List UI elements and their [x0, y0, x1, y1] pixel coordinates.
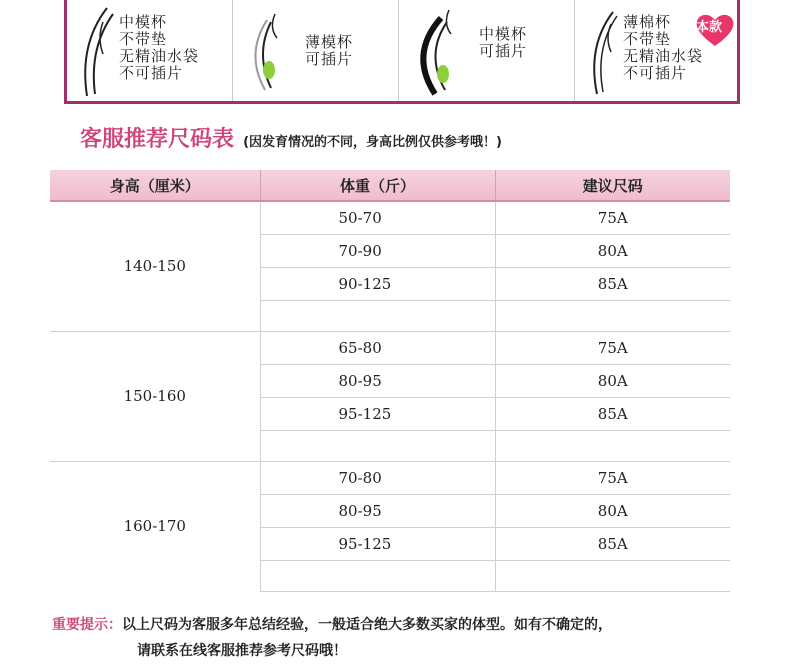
height-range: 140-150: [50, 201, 260, 331]
page-subtitle: (因发育情况的不同，身高比例仅供参考哦！): [243, 135, 502, 150]
weight-range: 70-80: [260, 461, 495, 494]
cup-type-medium-insert: [399, 0, 575, 101]
weight-range: 50-70: [260, 201, 495, 234]
weight-range: 70-90: [260, 234, 495, 267]
height-range: 160-170: [50, 461, 260, 591]
size-chart-heading: [80, 122, 502, 153]
cup-type-thin-insert: [233, 0, 399, 101]
cup-profile-icon: [239, 4, 289, 100]
tip-label: 重要提示：: [52, 617, 122, 633]
header-size: 建议尺码: [495, 170, 730, 201]
table-row: [50, 461, 730, 494]
weight-range: 95-125: [260, 397, 495, 430]
cup-profile-icon: [405, 4, 461, 100]
weight-range: 80-95: [260, 364, 495, 397]
header-height: 身高（厘米）: [50, 170, 260, 201]
cup-description: 薄棉杯 不带垫 无精油水袋 不可插片: [623, 13, 704, 82]
recommended-size: 85A: [495, 527, 730, 560]
cup-profile-icon: [73, 4, 117, 100]
tip-text-line1: 以上尺码为客服多年总结经验，一般适合绝大多数买家的体型。如有不确定的，: [122, 617, 612, 633]
recommended-size: 75A: [495, 331, 730, 364]
recommended-size: 75A: [495, 461, 730, 494]
weight-range: 90-125: [260, 267, 495, 300]
table-row: [50, 331, 730, 364]
current-item-badge: [689, 8, 729, 44]
header-weight: 体重（斤）: [260, 170, 495, 201]
recommended-size: 85A: [495, 267, 730, 300]
cup-type-medium-no-pad: [67, 0, 233, 101]
badge-label: 本款: [695, 20, 722, 35]
recommended-size: 85A: [495, 397, 730, 430]
page-title: 客服推荐尺码表: [80, 127, 235, 152]
size-table: [50, 170, 730, 592]
cup-description: 薄模杯 可插片: [305, 33, 354, 68]
cup-description: 中模杯 不带垫 无精油水袋 不可插片: [119, 13, 200, 82]
recommended-size: 75A: [495, 201, 730, 234]
cup-description: 中模杯 可插片: [479, 25, 528, 60]
recommended-size: 80A: [495, 234, 730, 267]
height-range: 150-160: [50, 331, 260, 461]
table-row: [50, 201, 730, 234]
cup-type-thin-cotton-current: [575, 0, 737, 101]
recommended-size: 80A: [495, 494, 730, 527]
table-header-row: [50, 170, 730, 201]
cup-type-comparison: [64, 0, 740, 104]
cup-profile-icon: [581, 4, 625, 100]
weight-range: 65-80: [260, 331, 495, 364]
weight-range: 80-95: [260, 494, 495, 527]
recommended-size: 80A: [495, 364, 730, 397]
weight-range: 95-125: [260, 527, 495, 560]
important-tip: [52, 612, 612, 664]
tip-text-line2: 请联系在线客服推荐参考尺码哦！: [137, 643, 347, 659]
